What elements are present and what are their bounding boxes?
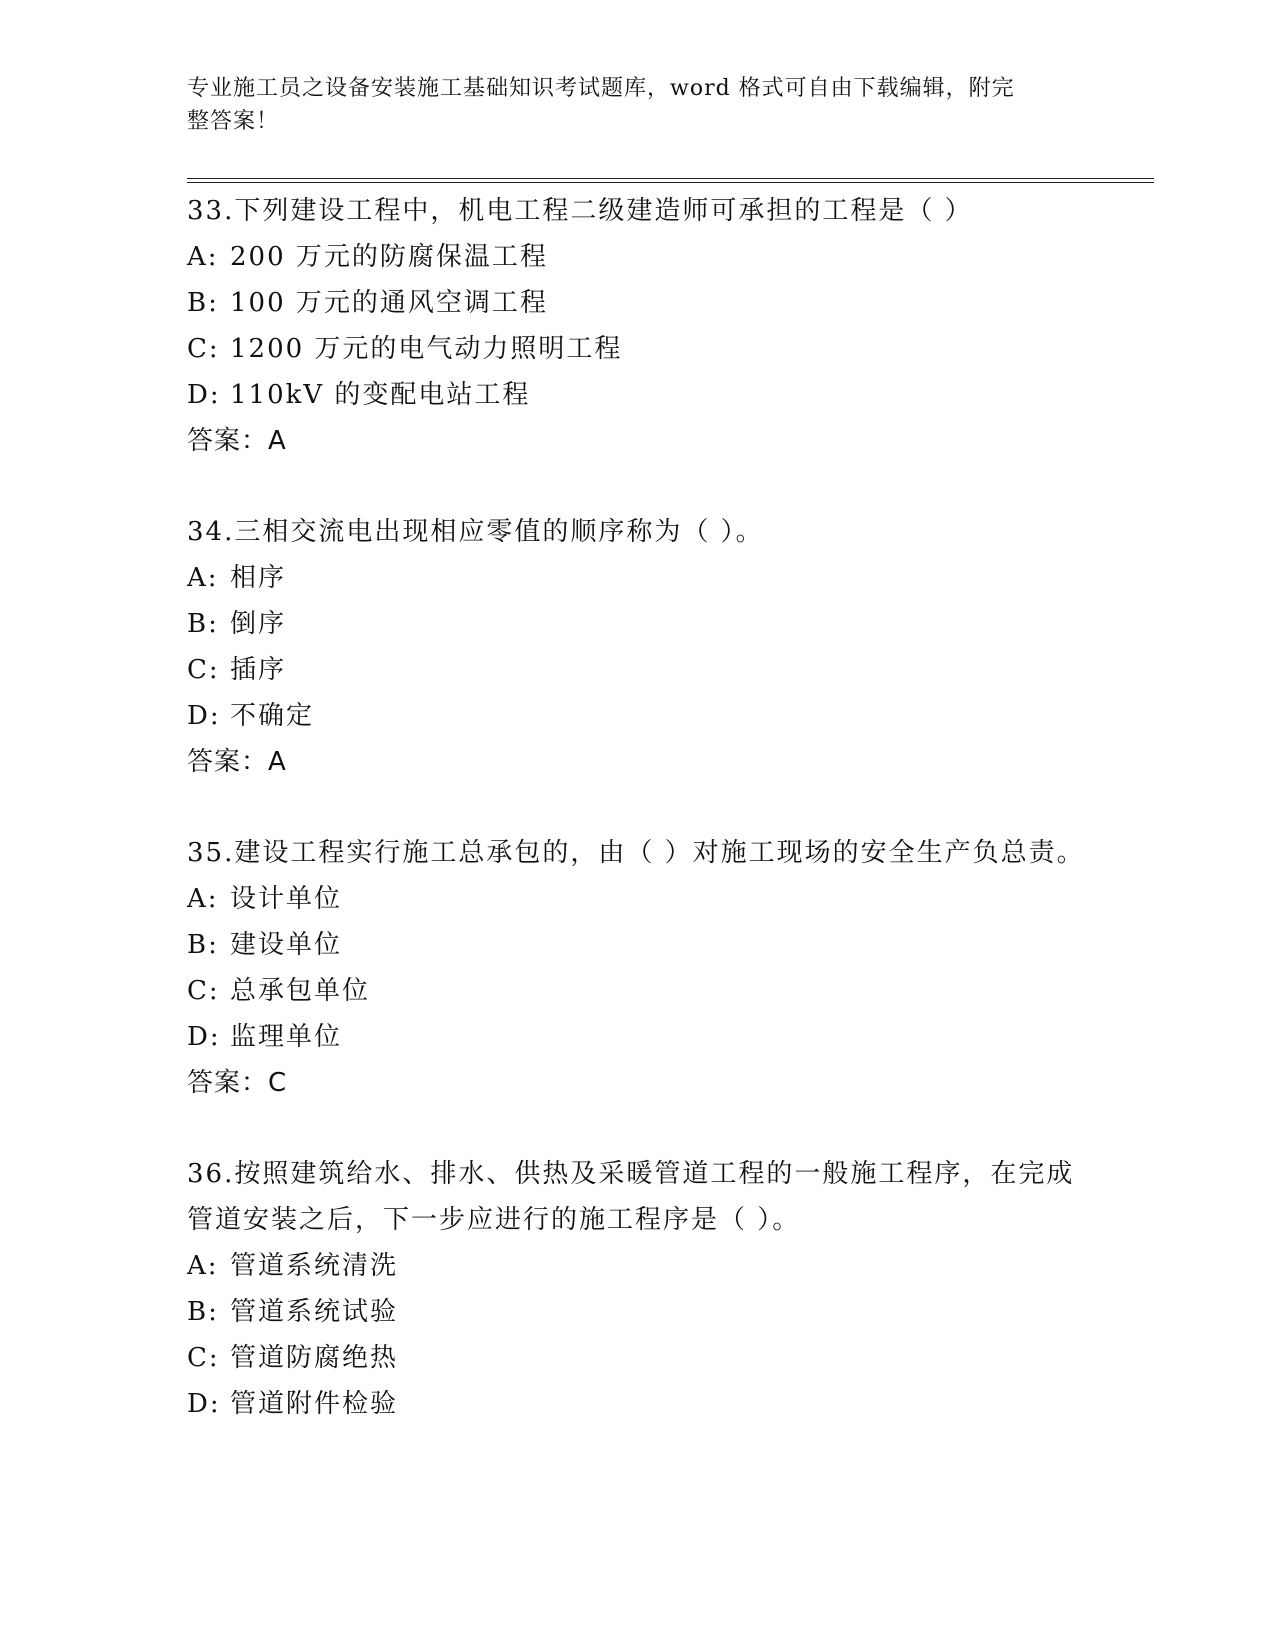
option-b xyxy=(187,601,1087,647)
question-33 xyxy=(187,188,1087,464)
option-text: 1200 万元的电气动力照明工程 xyxy=(230,334,623,364)
option-key: D: xyxy=(187,1022,221,1052)
option-text: 110kV 的变配电站工程 xyxy=(230,380,531,410)
option-text: 不确定 xyxy=(230,701,315,731)
answer: 答案：A xyxy=(187,426,287,456)
page-header xyxy=(187,72,1067,138)
option-key: B: xyxy=(187,288,219,318)
option-key: C: xyxy=(187,1343,220,1373)
option-text: 200 万元的防腐保温工程 xyxy=(230,242,548,272)
option-text: 监理单位 xyxy=(230,1022,343,1052)
option-text: 管道附件检验 xyxy=(230,1389,399,1419)
question-35 xyxy=(187,830,1087,1106)
question-list xyxy=(187,188,1087,1472)
option-key: C: xyxy=(187,334,220,364)
question-stem: 36.按照建筑给水、排水、供热及采暖管道工程的一般施工程序，在完成管道安装之后，下一步应进行的施工程序是（ ）。 xyxy=(187,1159,1075,1235)
answer: 答案：A xyxy=(187,747,287,777)
option-b xyxy=(187,280,1087,326)
option-text: 100 万元的通风空调工程 xyxy=(230,288,548,318)
answer: 答案：C xyxy=(187,1068,288,1098)
option-key: A: xyxy=(187,242,219,272)
option-d xyxy=(187,1381,1087,1427)
option-d xyxy=(187,1014,1087,1060)
option-key: B: xyxy=(187,609,219,639)
question-stem: 33.下列建设工程中，机电工程二级建造师可承担的工程是（ ） xyxy=(187,196,973,226)
question-36 xyxy=(187,1151,1087,1427)
option-key: B: xyxy=(187,930,219,960)
option-a xyxy=(187,234,1087,280)
option-text: 相序 xyxy=(230,563,287,593)
option-text: 管道系统试验 xyxy=(230,1297,399,1327)
option-c xyxy=(187,968,1087,1014)
option-key: A: xyxy=(187,563,219,593)
option-text: 管道系统清洗 xyxy=(230,1251,399,1281)
option-text: 总承包单位 xyxy=(230,976,371,1006)
header-title-line-1: 专业施工员之设备安装施工基础知识考试题库，word 格式可自由下载编辑，附完 xyxy=(187,76,1015,101)
option-b xyxy=(187,922,1087,968)
option-key: D: xyxy=(187,1389,221,1419)
option-a xyxy=(187,876,1087,922)
option-text: 插序 xyxy=(230,655,287,685)
option-text: 设计单位 xyxy=(230,884,343,914)
option-key: A: xyxy=(187,884,219,914)
question-34 xyxy=(187,509,1087,785)
option-text: 管道防腐绝热 xyxy=(230,1343,399,1373)
option-key: C: xyxy=(187,976,220,1006)
option-c xyxy=(187,1335,1087,1381)
header-divider xyxy=(187,178,1154,183)
option-b xyxy=(187,1289,1087,1335)
option-key: D: xyxy=(187,380,221,410)
option-a xyxy=(187,555,1087,601)
option-a xyxy=(187,1243,1087,1289)
option-text: 倒序 xyxy=(230,609,287,639)
option-d xyxy=(187,693,1087,739)
option-key: B: xyxy=(187,1297,219,1327)
option-key: C: xyxy=(187,655,220,685)
question-stem: 34.三相交流电出现相应零值的顺序称为（ ）。 xyxy=(187,517,764,547)
question-stem: 35.建设工程实行施工总承包的，由（ ）对施工现场的安全生产负总责。 xyxy=(187,838,1085,868)
option-c xyxy=(187,326,1087,372)
option-key: A: xyxy=(187,1251,219,1281)
header-title-line-2: 整答案！ xyxy=(187,109,280,134)
option-d xyxy=(187,372,1087,418)
option-key: D: xyxy=(187,701,221,731)
option-c xyxy=(187,647,1087,693)
option-text: 建设单位 xyxy=(230,930,343,960)
